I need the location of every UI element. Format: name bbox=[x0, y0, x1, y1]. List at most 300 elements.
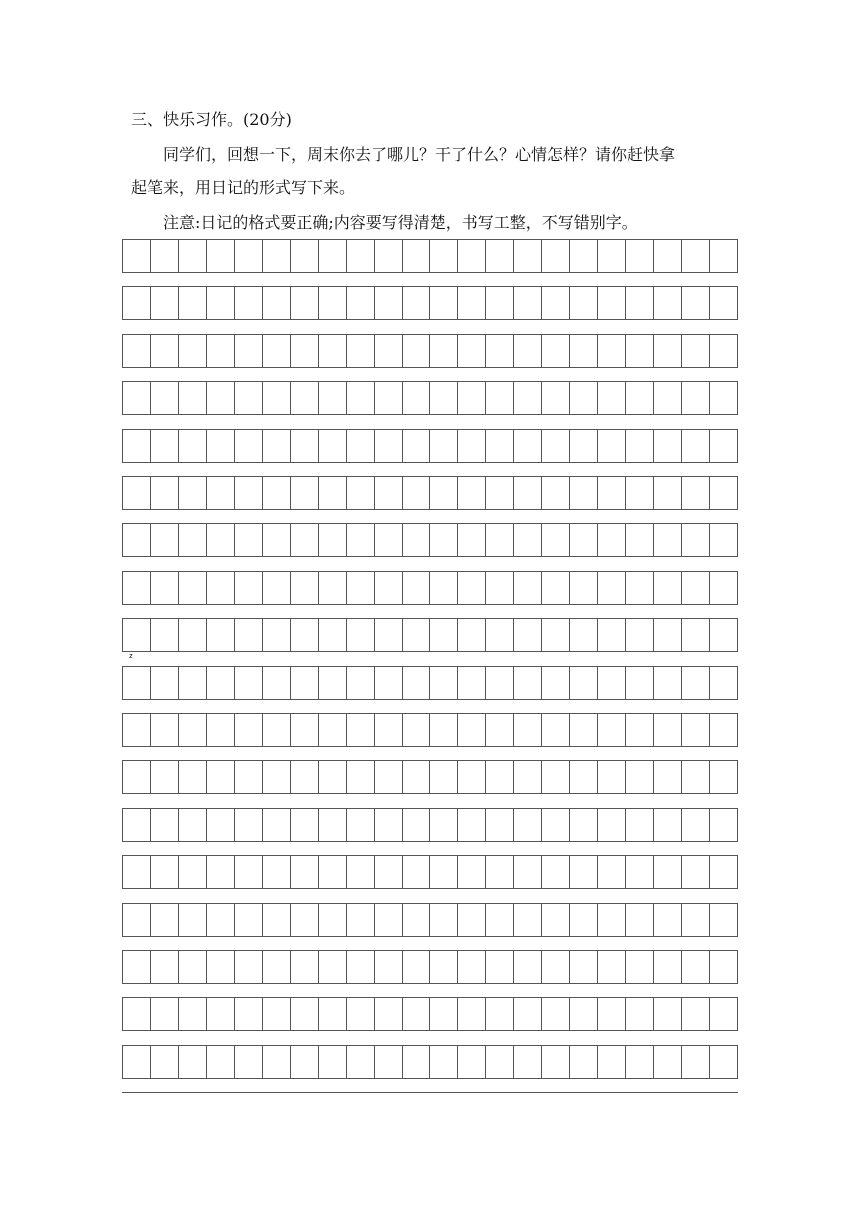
grid-cell[interactable] bbox=[150, 761, 178, 793]
grid-cell[interactable] bbox=[374, 904, 402, 936]
grid-cell[interactable] bbox=[262, 856, 290, 888]
grid-cell[interactable] bbox=[457, 619, 485, 651]
grid-cell[interactable] bbox=[402, 287, 430, 319]
grid-cell[interactable] bbox=[457, 904, 485, 936]
grid-cell[interactable] bbox=[485, 430, 513, 462]
grid-cell[interactable] bbox=[569, 904, 597, 936]
grid-cell[interactable] bbox=[681, 477, 709, 509]
grid-cell[interactable] bbox=[178, 856, 206, 888]
grid-cell[interactable] bbox=[178, 382, 206, 414]
grid-cell[interactable] bbox=[346, 761, 374, 793]
grid-cell[interactable] bbox=[709, 524, 737, 556]
grid-cell[interactable] bbox=[485, 335, 513, 367]
grid-cell[interactable] bbox=[485, 904, 513, 936]
grid-cell[interactable] bbox=[429, 477, 457, 509]
grid-cell[interactable] bbox=[123, 524, 150, 556]
grid-cell[interactable] bbox=[429, 951, 457, 983]
grid-cell[interactable] bbox=[374, 240, 402, 272]
grid-cell[interactable] bbox=[123, 856, 150, 888]
grid-cell[interactable] bbox=[513, 240, 541, 272]
grid-cell[interactable] bbox=[625, 524, 653, 556]
grid-cell[interactable] bbox=[681, 382, 709, 414]
grid-cell[interactable] bbox=[123, 998, 150, 1030]
grid-cell[interactable] bbox=[681, 667, 709, 699]
grid-cell[interactable] bbox=[541, 382, 569, 414]
grid-cell[interactable] bbox=[485, 667, 513, 699]
grid-cell[interactable] bbox=[206, 951, 234, 983]
grid-cell[interactable] bbox=[569, 809, 597, 841]
grid-cell[interactable] bbox=[123, 761, 150, 793]
grid-cell[interactable] bbox=[346, 524, 374, 556]
grid-cell[interactable] bbox=[123, 667, 150, 699]
grid-cell[interactable] bbox=[290, 951, 318, 983]
grid-cell[interactable] bbox=[178, 287, 206, 319]
grid-cell[interactable] bbox=[318, 430, 346, 462]
grid-cell[interactable] bbox=[374, 951, 402, 983]
grid-cell[interactable] bbox=[681, 335, 709, 367]
grid-cell[interactable] bbox=[457, 524, 485, 556]
grid-cell[interactable] bbox=[346, 477, 374, 509]
grid-cell[interactable] bbox=[206, 572, 234, 604]
grid-cell[interactable] bbox=[569, 572, 597, 604]
grid-cell[interactable] bbox=[150, 904, 178, 936]
grid-cell[interactable] bbox=[374, 1046, 402, 1078]
grid-cell[interactable] bbox=[374, 382, 402, 414]
grid-cell[interactable] bbox=[541, 856, 569, 888]
grid-cell[interactable] bbox=[346, 998, 374, 1030]
grid-cell[interactable] bbox=[457, 287, 485, 319]
grid-cell[interactable] bbox=[178, 667, 206, 699]
grid-cell[interactable] bbox=[262, 904, 290, 936]
grid-cell[interactable] bbox=[178, 477, 206, 509]
grid-cell[interactable] bbox=[290, 477, 318, 509]
grid-cell[interactable] bbox=[597, 761, 625, 793]
grid-cell[interactable] bbox=[513, 1046, 541, 1078]
grid-cell[interactable] bbox=[178, 572, 206, 604]
grid-cell[interactable] bbox=[625, 714, 653, 746]
grid-cell[interactable] bbox=[429, 667, 457, 699]
grid-cell[interactable] bbox=[569, 998, 597, 1030]
grid-cell[interactable] bbox=[290, 335, 318, 367]
grid-cell[interactable] bbox=[681, 524, 709, 556]
grid-cell[interactable] bbox=[318, 287, 346, 319]
grid-cell[interactable] bbox=[653, 477, 681, 509]
grid-cell[interactable] bbox=[457, 951, 485, 983]
grid-cell[interactable] bbox=[206, 761, 234, 793]
grid-cell[interactable] bbox=[653, 382, 681, 414]
grid-cell[interactable] bbox=[290, 667, 318, 699]
grid-cell[interactable] bbox=[318, 1046, 346, 1078]
grid-cell[interactable] bbox=[709, 809, 737, 841]
grid-cell[interactable] bbox=[597, 951, 625, 983]
grid-cell[interactable] bbox=[457, 477, 485, 509]
grid-cell[interactable] bbox=[709, 998, 737, 1030]
grid-cell[interactable] bbox=[234, 382, 262, 414]
grid-cell[interactable] bbox=[485, 714, 513, 746]
grid-cell[interactable] bbox=[541, 998, 569, 1030]
grid-cell[interactable] bbox=[290, 809, 318, 841]
grid-cell[interactable] bbox=[485, 524, 513, 556]
grid-cell[interactable] bbox=[123, 572, 150, 604]
grid-cell[interactable] bbox=[597, 572, 625, 604]
grid-cell[interactable] bbox=[374, 477, 402, 509]
grid-cell[interactable] bbox=[485, 382, 513, 414]
grid-cell[interactable] bbox=[206, 856, 234, 888]
grid-cell[interactable] bbox=[402, 714, 430, 746]
grid-cell[interactable] bbox=[290, 572, 318, 604]
grid-cell[interactable] bbox=[513, 572, 541, 604]
grid-cell[interactable] bbox=[150, 287, 178, 319]
grid-cell[interactable] bbox=[374, 430, 402, 462]
grid-cell[interactable] bbox=[429, 335, 457, 367]
grid-cell[interactable] bbox=[429, 240, 457, 272]
grid-cell[interactable] bbox=[709, 951, 737, 983]
grid-cell[interactable] bbox=[234, 904, 262, 936]
grid-cell[interactable] bbox=[123, 904, 150, 936]
grid-cell[interactable] bbox=[569, 382, 597, 414]
grid-cell[interactable] bbox=[569, 856, 597, 888]
grid-cell[interactable] bbox=[234, 572, 262, 604]
grid-cell[interactable] bbox=[290, 524, 318, 556]
grid-cell[interactable] bbox=[318, 998, 346, 1030]
grid-cell[interactable] bbox=[150, 335, 178, 367]
grid-cell[interactable] bbox=[429, 856, 457, 888]
grid-cell[interactable] bbox=[625, 951, 653, 983]
grid-cell[interactable] bbox=[346, 382, 374, 414]
grid-cell[interactable] bbox=[429, 761, 457, 793]
grid-cell[interactable] bbox=[234, 619, 262, 651]
grid-cell[interactable] bbox=[150, 1046, 178, 1078]
grid-cell[interactable] bbox=[178, 761, 206, 793]
grid-cell[interactable] bbox=[625, 240, 653, 272]
grid-cell[interactable] bbox=[457, 572, 485, 604]
grid-cell[interactable] bbox=[513, 524, 541, 556]
grid-cell[interactable] bbox=[206, 430, 234, 462]
grid-cell[interactable] bbox=[318, 240, 346, 272]
grid-cell[interactable] bbox=[402, 951, 430, 983]
grid-cell[interactable] bbox=[290, 904, 318, 936]
grid-cell[interactable] bbox=[513, 335, 541, 367]
grid-cell[interactable] bbox=[569, 287, 597, 319]
grid-cell[interactable] bbox=[541, 1046, 569, 1078]
grid-cell[interactable] bbox=[429, 619, 457, 651]
grid-cell[interactable] bbox=[374, 856, 402, 888]
grid-cell[interactable] bbox=[429, 382, 457, 414]
grid-cell[interactable] bbox=[206, 619, 234, 651]
grid-cell[interactable] bbox=[457, 382, 485, 414]
grid-cell[interactable] bbox=[513, 382, 541, 414]
grid-cell[interactable] bbox=[262, 951, 290, 983]
grid-cell[interactable] bbox=[709, 335, 737, 367]
grid-cell[interactable] bbox=[178, 809, 206, 841]
grid-cell[interactable] bbox=[429, 809, 457, 841]
grid-cell[interactable] bbox=[318, 714, 346, 746]
grid-cell[interactable] bbox=[709, 667, 737, 699]
grid-cell[interactable] bbox=[485, 572, 513, 604]
grid-cell[interactable] bbox=[485, 761, 513, 793]
grid-cell[interactable] bbox=[123, 714, 150, 746]
grid-cell[interactable] bbox=[709, 382, 737, 414]
grid-cell[interactable] bbox=[290, 761, 318, 793]
grid-cell[interactable] bbox=[318, 335, 346, 367]
grid-cell[interactable] bbox=[597, 477, 625, 509]
grid-cell[interactable] bbox=[709, 619, 737, 651]
grid-cell[interactable] bbox=[123, 240, 150, 272]
grid-cell[interactable] bbox=[150, 524, 178, 556]
grid-cell[interactable] bbox=[123, 287, 150, 319]
grid-cell[interactable] bbox=[178, 335, 206, 367]
grid-cell[interactable] bbox=[541, 809, 569, 841]
grid-cell[interactable] bbox=[318, 382, 346, 414]
grid-cell[interactable] bbox=[206, 335, 234, 367]
grid-cell[interactable] bbox=[206, 477, 234, 509]
grid-cell[interactable] bbox=[541, 287, 569, 319]
grid-cell[interactable] bbox=[123, 619, 150, 651]
grid-cell[interactable] bbox=[709, 477, 737, 509]
grid-cell[interactable] bbox=[597, 1046, 625, 1078]
grid-cell[interactable] bbox=[178, 240, 206, 272]
grid-cell[interactable] bbox=[681, 1046, 709, 1078]
grid-cell[interactable] bbox=[206, 667, 234, 699]
grid-cell[interactable] bbox=[597, 240, 625, 272]
grid-cell[interactable] bbox=[402, 382, 430, 414]
grid-cell[interactable] bbox=[290, 382, 318, 414]
grid-cell[interactable] bbox=[513, 856, 541, 888]
grid-cell[interactable] bbox=[569, 240, 597, 272]
grid-cell[interactable] bbox=[569, 524, 597, 556]
grid-cell[interactable] bbox=[374, 761, 402, 793]
grid-cell[interactable] bbox=[290, 287, 318, 319]
grid-cell[interactable] bbox=[653, 998, 681, 1030]
grid-cell[interactable] bbox=[485, 951, 513, 983]
grid-cell[interactable] bbox=[206, 714, 234, 746]
grid-cell[interactable] bbox=[262, 572, 290, 604]
grid-cell[interactable] bbox=[597, 619, 625, 651]
grid-cell[interactable] bbox=[457, 856, 485, 888]
grid-cell[interactable] bbox=[625, 809, 653, 841]
grid-cell[interactable] bbox=[150, 951, 178, 983]
grid-cell[interactable] bbox=[653, 524, 681, 556]
grid-cell[interactable] bbox=[513, 287, 541, 319]
grid-cell[interactable] bbox=[402, 524, 430, 556]
grid-cell[interactable] bbox=[429, 572, 457, 604]
grid-cell[interactable] bbox=[597, 287, 625, 319]
grid-cell[interactable] bbox=[234, 714, 262, 746]
grid-cell[interactable] bbox=[178, 714, 206, 746]
grid-cell[interactable] bbox=[569, 430, 597, 462]
grid-cell[interactable] bbox=[206, 904, 234, 936]
grid-cell[interactable] bbox=[681, 809, 709, 841]
grid-cell[interactable] bbox=[402, 667, 430, 699]
grid-cell[interactable] bbox=[318, 809, 346, 841]
grid-cell[interactable] bbox=[346, 667, 374, 699]
grid-cell[interactable] bbox=[569, 335, 597, 367]
grid-cell[interactable] bbox=[206, 287, 234, 319]
grid-cell[interactable] bbox=[178, 1046, 206, 1078]
grid-cell[interactable] bbox=[485, 287, 513, 319]
grid-cell[interactable] bbox=[541, 619, 569, 651]
grid-cell[interactable] bbox=[346, 1046, 374, 1078]
grid-cell[interactable] bbox=[513, 430, 541, 462]
grid-cell[interactable] bbox=[402, 809, 430, 841]
grid-cell[interactable] bbox=[234, 240, 262, 272]
grid-cell[interactable] bbox=[150, 667, 178, 699]
grid-cell[interactable] bbox=[290, 619, 318, 651]
grid-cell[interactable] bbox=[178, 904, 206, 936]
grid-cell[interactable] bbox=[123, 382, 150, 414]
grid-cell[interactable] bbox=[123, 1046, 150, 1078]
grid-cell[interactable] bbox=[625, 287, 653, 319]
grid-cell[interactable] bbox=[234, 287, 262, 319]
grid-cell[interactable] bbox=[653, 572, 681, 604]
grid-cell[interactable] bbox=[402, 572, 430, 604]
grid-cell[interactable] bbox=[625, 382, 653, 414]
grid-cell[interactable] bbox=[346, 335, 374, 367]
grid-cell[interactable] bbox=[709, 287, 737, 319]
grid-cell[interactable] bbox=[485, 856, 513, 888]
grid-cell[interactable] bbox=[597, 335, 625, 367]
grid-cell[interactable] bbox=[402, 477, 430, 509]
grid-cell[interactable] bbox=[597, 809, 625, 841]
grid-cell[interactable] bbox=[653, 951, 681, 983]
grid-cell[interactable] bbox=[374, 524, 402, 556]
grid-cell[interactable] bbox=[262, 240, 290, 272]
grid-cell[interactable] bbox=[262, 667, 290, 699]
grid-cell[interactable] bbox=[681, 761, 709, 793]
grid-cell[interactable] bbox=[234, 335, 262, 367]
grid-cell[interactable] bbox=[374, 809, 402, 841]
grid-cell[interactable] bbox=[318, 572, 346, 604]
grid-cell[interactable] bbox=[429, 714, 457, 746]
grid-cell[interactable] bbox=[709, 714, 737, 746]
grid-cell[interactable] bbox=[150, 998, 178, 1030]
grid-cell[interactable] bbox=[429, 524, 457, 556]
grid-cell[interactable] bbox=[653, 667, 681, 699]
grid-cell[interactable] bbox=[541, 951, 569, 983]
grid-cell[interactable] bbox=[402, 619, 430, 651]
grid-cell[interactable] bbox=[123, 951, 150, 983]
grid-cell[interactable] bbox=[206, 998, 234, 1030]
grid-cell[interactable] bbox=[709, 572, 737, 604]
grid-cell[interactable] bbox=[625, 619, 653, 651]
grid-cell[interactable] bbox=[625, 477, 653, 509]
grid-cell[interactable] bbox=[681, 619, 709, 651]
grid-cell[interactable] bbox=[541, 572, 569, 604]
grid-cell[interactable] bbox=[150, 477, 178, 509]
grid-cell[interactable] bbox=[178, 524, 206, 556]
grid-cell[interactable] bbox=[709, 240, 737, 272]
grid-cell[interactable] bbox=[262, 809, 290, 841]
grid-cell[interactable] bbox=[457, 667, 485, 699]
grid-cell[interactable] bbox=[290, 240, 318, 272]
grid-cell[interactable] bbox=[178, 430, 206, 462]
grid-cell[interactable] bbox=[541, 430, 569, 462]
grid-cell[interactable] bbox=[653, 430, 681, 462]
grid-cell[interactable] bbox=[541, 904, 569, 936]
grid-cell[interactable] bbox=[653, 904, 681, 936]
grid-cell[interactable] bbox=[346, 287, 374, 319]
grid-cell[interactable] bbox=[290, 998, 318, 1030]
grid-cell[interactable] bbox=[150, 856, 178, 888]
grid-cell[interactable] bbox=[457, 430, 485, 462]
grid-cell[interactable] bbox=[485, 477, 513, 509]
grid-cell[interactable] bbox=[374, 998, 402, 1030]
grid-cell[interactable] bbox=[402, 335, 430, 367]
grid-cell[interactable] bbox=[709, 430, 737, 462]
grid-cell[interactable] bbox=[429, 904, 457, 936]
grid-cell[interactable] bbox=[262, 335, 290, 367]
grid-cell[interactable] bbox=[402, 904, 430, 936]
grid-cell[interactable] bbox=[653, 1046, 681, 1078]
grid-cell[interactable] bbox=[262, 287, 290, 319]
grid-cell[interactable] bbox=[653, 714, 681, 746]
grid-cell[interactable] bbox=[178, 619, 206, 651]
grid-cell[interactable] bbox=[709, 904, 737, 936]
grid-cell[interactable] bbox=[234, 856, 262, 888]
grid-cell[interactable] bbox=[513, 998, 541, 1030]
grid-cell[interactable] bbox=[457, 335, 485, 367]
grid-cell[interactable] bbox=[625, 335, 653, 367]
grid-cell[interactable] bbox=[485, 1046, 513, 1078]
grid-cell[interactable] bbox=[681, 240, 709, 272]
grid-cell[interactable] bbox=[625, 998, 653, 1030]
grid-cell[interactable] bbox=[653, 619, 681, 651]
grid-cell[interactable] bbox=[597, 667, 625, 699]
grid-cell[interactable] bbox=[485, 809, 513, 841]
grid-cell[interactable] bbox=[290, 714, 318, 746]
grid-cell[interactable] bbox=[346, 240, 374, 272]
grid-cell[interactable] bbox=[402, 856, 430, 888]
grid-cell[interactable] bbox=[290, 856, 318, 888]
grid-cell[interactable] bbox=[485, 240, 513, 272]
grid-cell[interactable] bbox=[625, 761, 653, 793]
grid-cell[interactable] bbox=[457, 809, 485, 841]
grid-cell[interactable] bbox=[402, 761, 430, 793]
grid-cell[interactable] bbox=[178, 951, 206, 983]
grid-cell[interactable] bbox=[150, 809, 178, 841]
grid-cell[interactable] bbox=[653, 856, 681, 888]
grid-cell[interactable] bbox=[541, 667, 569, 699]
grid-cell[interactable] bbox=[541, 477, 569, 509]
grid-cell[interactable] bbox=[346, 714, 374, 746]
grid-cell[interactable] bbox=[569, 667, 597, 699]
grid-cell[interactable] bbox=[681, 287, 709, 319]
grid-cell[interactable] bbox=[234, 809, 262, 841]
grid-cell[interactable] bbox=[625, 572, 653, 604]
grid-cell[interactable] bbox=[457, 714, 485, 746]
grid-cell[interactable] bbox=[541, 240, 569, 272]
grid-cell[interactable] bbox=[485, 998, 513, 1030]
grid-cell[interactable] bbox=[123, 809, 150, 841]
grid-cell[interactable] bbox=[262, 524, 290, 556]
grid-cell[interactable] bbox=[681, 998, 709, 1030]
grid-cell[interactable] bbox=[262, 1046, 290, 1078]
grid-cell[interactable] bbox=[569, 477, 597, 509]
grid-cell[interactable] bbox=[234, 477, 262, 509]
grid-cell[interactable] bbox=[123, 477, 150, 509]
grid-cell[interactable] bbox=[569, 761, 597, 793]
grid-cell[interactable] bbox=[625, 1046, 653, 1078]
grid-cell[interactable] bbox=[123, 335, 150, 367]
grid-cell[interactable] bbox=[374, 667, 402, 699]
grid-cell[interactable] bbox=[234, 524, 262, 556]
grid-cell[interactable] bbox=[429, 287, 457, 319]
grid-cell[interactable] bbox=[513, 477, 541, 509]
grid-cell[interactable] bbox=[625, 667, 653, 699]
grid-cell[interactable] bbox=[541, 335, 569, 367]
grid-cell[interactable] bbox=[709, 761, 737, 793]
grid-cell[interactable] bbox=[318, 619, 346, 651]
